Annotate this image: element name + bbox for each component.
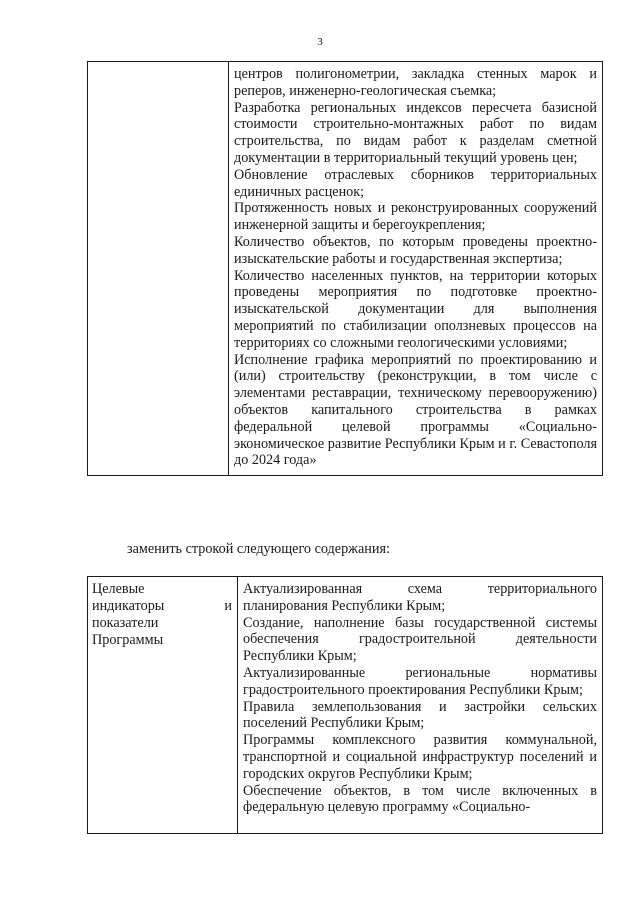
table-replacement bbox=[87, 576, 603, 834]
page-number: 3 bbox=[317, 36, 323, 48]
row-label-line: индикаторы и bbox=[92, 598, 232, 614]
replacement-instruction: заменить строкой следующего содержания: bbox=[127, 541, 390, 557]
indicator-paragraph: Актуализированные региональные нормативы градостроительного проектирования Республики Крым; bbox=[243, 664, 597, 698]
indicator-paragraph: Обновление отраслевых сборников территориальных единичных расценок; bbox=[234, 166, 597, 200]
indicator-paragraph: Правила землепользования и застройки сельских поселений Республики Крым; bbox=[243, 698, 597, 732]
row-label-line: Программы bbox=[92, 632, 164, 648]
indicator-paragraph: Разработка региональных индексов пересчета базисной стоимости строительно-монтажных работ по видам строительства, по видам работ к разделам сметной документации в территориальный текущий уровень цен; bbox=[234, 99, 597, 166]
row-label-line: Целевые bbox=[92, 581, 145, 597]
indicator-paragraph: Создание, наполнение базы государственной системы обеспечения градостроительной деятельности Республики Крым; bbox=[243, 614, 597, 665]
indicator-paragraph: Программы комплексного развития коммунальной, транспортной и социальной инфраструктур поселений и городских округов Республики Крым; bbox=[243, 732, 597, 782]
indicator-paragraph: Количество населенных пунктов, на территории которых проведены мероприятия по подготовке проектно-изыскательской документации для выполнения мероприятий по стабилизации оползневых процессов на территориях со сложными геологическими условиями; bbox=[234, 267, 597, 351]
table-cell-left bbox=[88, 62, 229, 476]
table-continuation bbox=[87, 61, 603, 476]
indicator-paragraph: Актуализированная схема территориального планирования Республики Крым; bbox=[243, 581, 597, 614]
indicator-paragraph: центров полигонометрии, закладка стенных марок и реперов, инженерно-геологическая съемка; bbox=[234, 66, 597, 99]
table-cell-right bbox=[229, 62, 603, 476]
indicator-paragraph: Количество объектов, по которым проведены проектно-изыскательские работы и государственная экспертиза; bbox=[234, 233, 597, 267]
table-cell-left bbox=[88, 577, 238, 834]
indicator-paragraph: Протяженность новых и реконструированных сооружений инженерной защиты и берегоукрепления; bbox=[234, 200, 597, 234]
indicator-paragraph: Исполнение графика мероприятий по проектированию и (или) строительству (реконструкции, в том числе с элементами реставрации, техническому перевооружению) объектов капитального строительства в рамках федеральной целевой программы «Социально-экономическое развитие Республики Крым и г. Севастополя до 2024 года» bbox=[234, 351, 597, 469]
table-row bbox=[88, 62, 603, 476]
table-cell-right bbox=[238, 577, 603, 834]
row-label-line: показатели bbox=[92, 615, 159, 631]
table-row bbox=[88, 577, 603, 834]
indicator-paragraph: Обеспечение объектов, в том числе включенных в федеральную целевую программу «Социально- bbox=[243, 782, 597, 816]
